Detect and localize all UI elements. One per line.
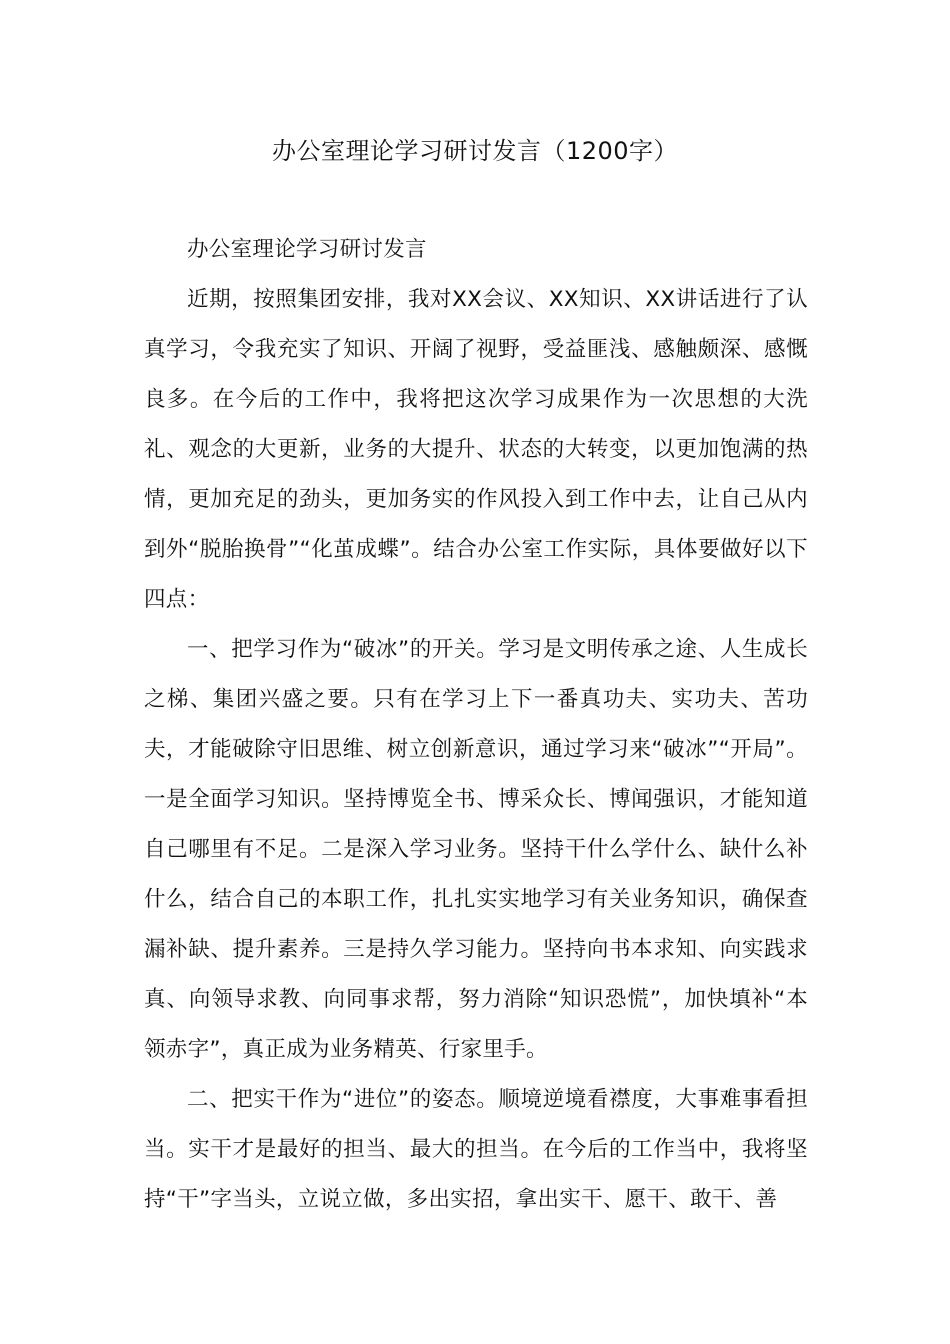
paragraph-subtitle: 办公室理论学习研讨发言	[187, 237, 427, 262]
paragraph-point-one: 一、把学习作为“破冰”的开关。学习是文明传承之途、人生成长之梯、集团兴盛之要。只有在学习上下一番真功夫、实功夫、苦功夫，才能破除守旧思维、树立创新意识，通过学习来“破冰”“开局”。一是全面学习知识。坚持博览全书、博采众长、博闻强识，才能知道自己哪里有不足。二是深入学习业务。坚持干什么学什么、缺什么补什么，结合自己的本职工作，扎扎实实地学习有关业务知识，确保查漏补缺、提升素养。三是持久学习能力。坚持向书本求知、向实践求真、向领导求教、向同事求帮，努力消除“知识恐慌”，加快填补“本领赤字”，真正成为业务精英、行家里手。	[144, 637, 808, 1062]
paragraph-point-two: 二、把实干作为“进位”的姿态。顺境逆境看襟度，大事难事看担当。实干才是最好的担当、最大的担当。在今后的工作当中，我将坚持“干”字当头，立说立做，多出实招，拿出实干、愿干、敢干、善	[144, 1087, 808, 1212]
paragraph-intro: 近期，按照集团安排，我对XX会议、XX知识、XX讲话进行了认真学习，令我充实了知识、开阔了视野，受益匪浅、感触颇深、感慨良多。在今后的工作中，我将把这次学习成果作为一次思想的大洗礼、观念的大更新，业务的大提升、状态的大转变，以更加饱满的热情，更加充足的劲头，更加务实的作风投入到工作中去，让自己从内到外“脱胎换骨”“化茧成蝶”。结合办公室工作实际，具体要做好以下四点：	[144, 287, 808, 612]
document-body	[144, 225, 808, 1225]
document-title: 办公室理论学习研讨发言（1200字）	[271, 137, 679, 165]
